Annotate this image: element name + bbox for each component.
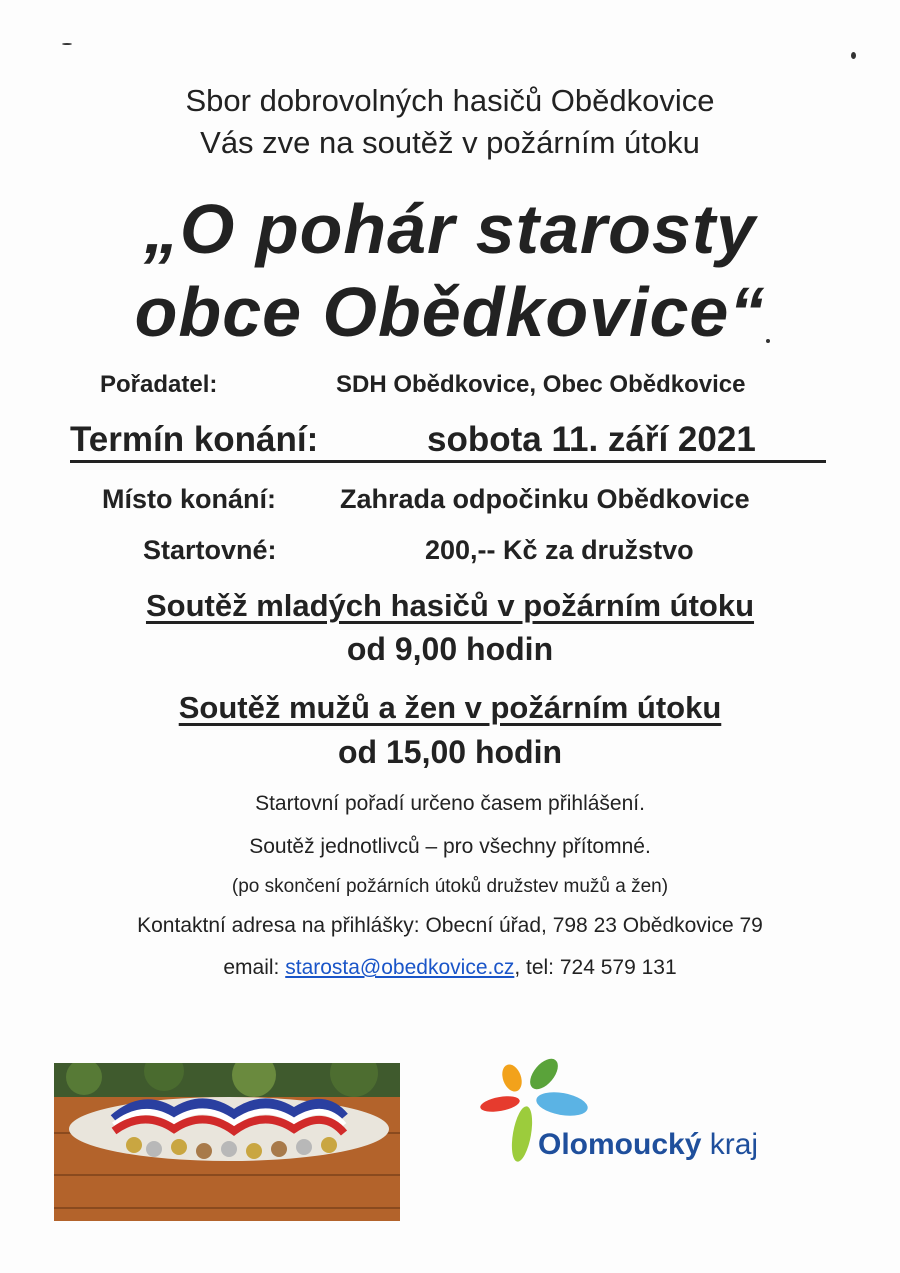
email-label: email: — [223, 956, 280, 979]
youth-competition-time: od 9,00 hodin — [346, 631, 554, 667]
phone-text: , tel: 724 579 131 — [514, 956, 677, 979]
individuals-note: Soutěž jednotlivců – pro všechny přítomné. — [249, 835, 651, 858]
date-value: sobota 11. září 2021 — [427, 420, 756, 459]
start-order-note: Startovní pořadí určeno časem přihlášení. — [255, 792, 645, 815]
place-label: Místo konání: — [102, 484, 276, 514]
medals-photo — [54, 1063, 400, 1221]
scan-speck — [766, 339, 770, 343]
organizer-value: SDH Obědkovice, Obec Obědkovice — [336, 371, 746, 398]
contact-email-line — [0, 956, 900, 980]
organizer-intro: Sbor dobrovolných hasičů Obědkovice — [185, 83, 715, 118]
place-value: Zahrada odpočinku Obědkovice — [340, 484, 750, 514]
logo-name-regular: kraj — [701, 1128, 759, 1161]
invitation-line: Vás zve na soutěž v požárním útoku — [200, 125, 700, 160]
fee-value: 200,-- Kč za družstvo — [425, 535, 694, 565]
date-label: Termín konání: — [70, 420, 319, 459]
medals-photo-drawing — [54, 1063, 400, 1221]
youth-competition-title: Soutěž mladých hasičů v požárním útoku — [145, 588, 755, 623]
scan-speck — [62, 43, 72, 45]
date-underline — [70, 460, 826, 463]
contact-address: Kontaktní adresa na přihlášky: Obecní úřad, 798 23 Obědkovice 79 — [137, 914, 763, 937]
email-link[interactable]: starosta@obedkovice.cz — [285, 956, 515, 979]
scan-speck — [851, 52, 856, 59]
adult-competition-time: od 15,00 hodin — [337, 734, 563, 770]
event-title-line1: „O pohár starosty — [143, 190, 757, 268]
organizer-label: Pořadatel: — [100, 371, 218, 398]
individuals-subnote: (po skončení požárních útoků družstev mužů a žen) — [231, 876, 669, 897]
adult-competition-title: Soutěž mužů a žen v požárním útoku — [178, 690, 722, 725]
fee-label: Startovné: — [143, 535, 277, 565]
olomoucky-kraj-logo-text — [538, 1128, 758, 1162]
logo-name-bold: Olomoucký — [538, 1128, 702, 1161]
event-title-line2: obce Obědkovice“ — [134, 273, 766, 351]
